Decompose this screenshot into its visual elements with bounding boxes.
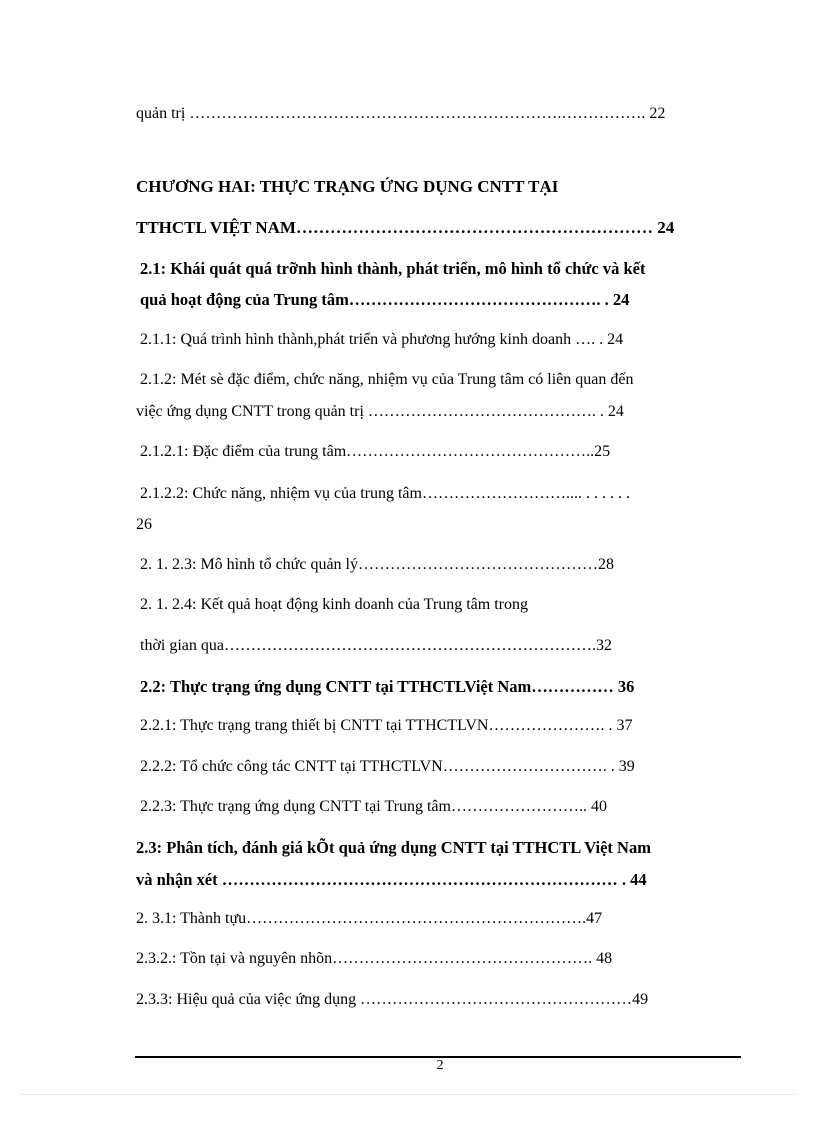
section-2-3-heading: 2.3: Phân tích, đánh giá kÕt quả ứng dụng CNTT tại TTHCTL Việt Nam xyxy=(136,838,651,857)
section-2-1-heading: 2.1: Khái quát quá trỡnh hình thành, phát triển, mô hình tổ chức và kết xyxy=(140,259,646,278)
chapter-two-heading-cont: TTHCTL VIỆT NAM……………………………………………………… 24 xyxy=(136,218,675,237)
toc-line-2-1-2-3: 2. 1. 2.3: Mô hình tổ chức quản lý………………………………………28 xyxy=(140,556,614,573)
toc-line-quan-tri: quản trị …………………………………………………………….……………. 22 xyxy=(136,105,666,122)
toc-line-2-3-3: 2.3.3: Hiệu quả của việc ứng dụng ……………………………………………49 xyxy=(136,991,649,1008)
toc-line-2-2-3: 2.2.3: Thực trạng ứng dụng CNTT tại Trung tâm…………………….. 40 xyxy=(140,798,607,815)
toc-line-2-2-2: 2.2.2: Tổ chức công tác CNTT tại TTHCTLVN…………………………. . 39 xyxy=(140,758,635,775)
section-2-2-heading: 2.2: Thực trạng ứng dụng CNTT tại TTHCTLViệt Nam…………… 36 xyxy=(140,677,635,696)
toc-line-2-1-1: 2.1.1: Quá trình hình thành,phát triển và phương hướng kinh doanh …. . 24 xyxy=(140,331,624,348)
toc-line-2-1-2: 2.1.2: Mét sè đặc điểm, chức năng, nhiệm vụ của Trung tâm có liên quan đến xyxy=(140,371,634,388)
toc-line-2-1-2-4: 2. 1. 2.4: Kết quả hoạt động kinh doanh của Trung tâm trong xyxy=(140,596,528,613)
toc-line-2-1-2-2-page: 26 xyxy=(136,516,152,533)
page-bottom-edge xyxy=(20,1094,796,1095)
chapter-two-heading: CHƯƠNG HAI: THỰC TRẠNG ỨNG DỤNG CNTT TẠI xyxy=(136,177,559,196)
toc-line-2-1-2-4-cont: thời gian qua…………………………………………………………….32 xyxy=(140,637,612,654)
toc-line-2-2-1: 2.2.1: Thực trạng trang thiết bị CNTT tại TTHCTLVN…………………. . 37 xyxy=(140,717,633,734)
toc-line-2-1-2-1: 2.1.2.1: Đặc điểm của trung tâm………………………………………..25 xyxy=(140,443,611,460)
section-2-3-heading-cont: và nhận xét ……………………………………………………………… . 44 xyxy=(136,870,647,889)
toc-line-2-3-2: 2.3.2.: Tồn tại và nguyên nhõn…………………………………………. 48 xyxy=(136,950,613,967)
toc-line-2-1-2-2: 2.1.2.2: Chức năng, nhiệm vụ của trung tâm……………………….... . . . . . . xyxy=(140,485,630,502)
section-2-1-heading-cont: quả hoạt động của Trung tâm………………………………………. . 24 xyxy=(140,290,630,309)
page-number: 2 xyxy=(436,1058,444,1073)
toc-line-2-1-2-cont: việc ứng dụng CNTT trong quản trị ……………………………………. . 24 xyxy=(136,403,624,420)
toc-line-2-3-1: 2. 3.1: Thành tựu……………………………………………………….47 xyxy=(136,910,603,927)
